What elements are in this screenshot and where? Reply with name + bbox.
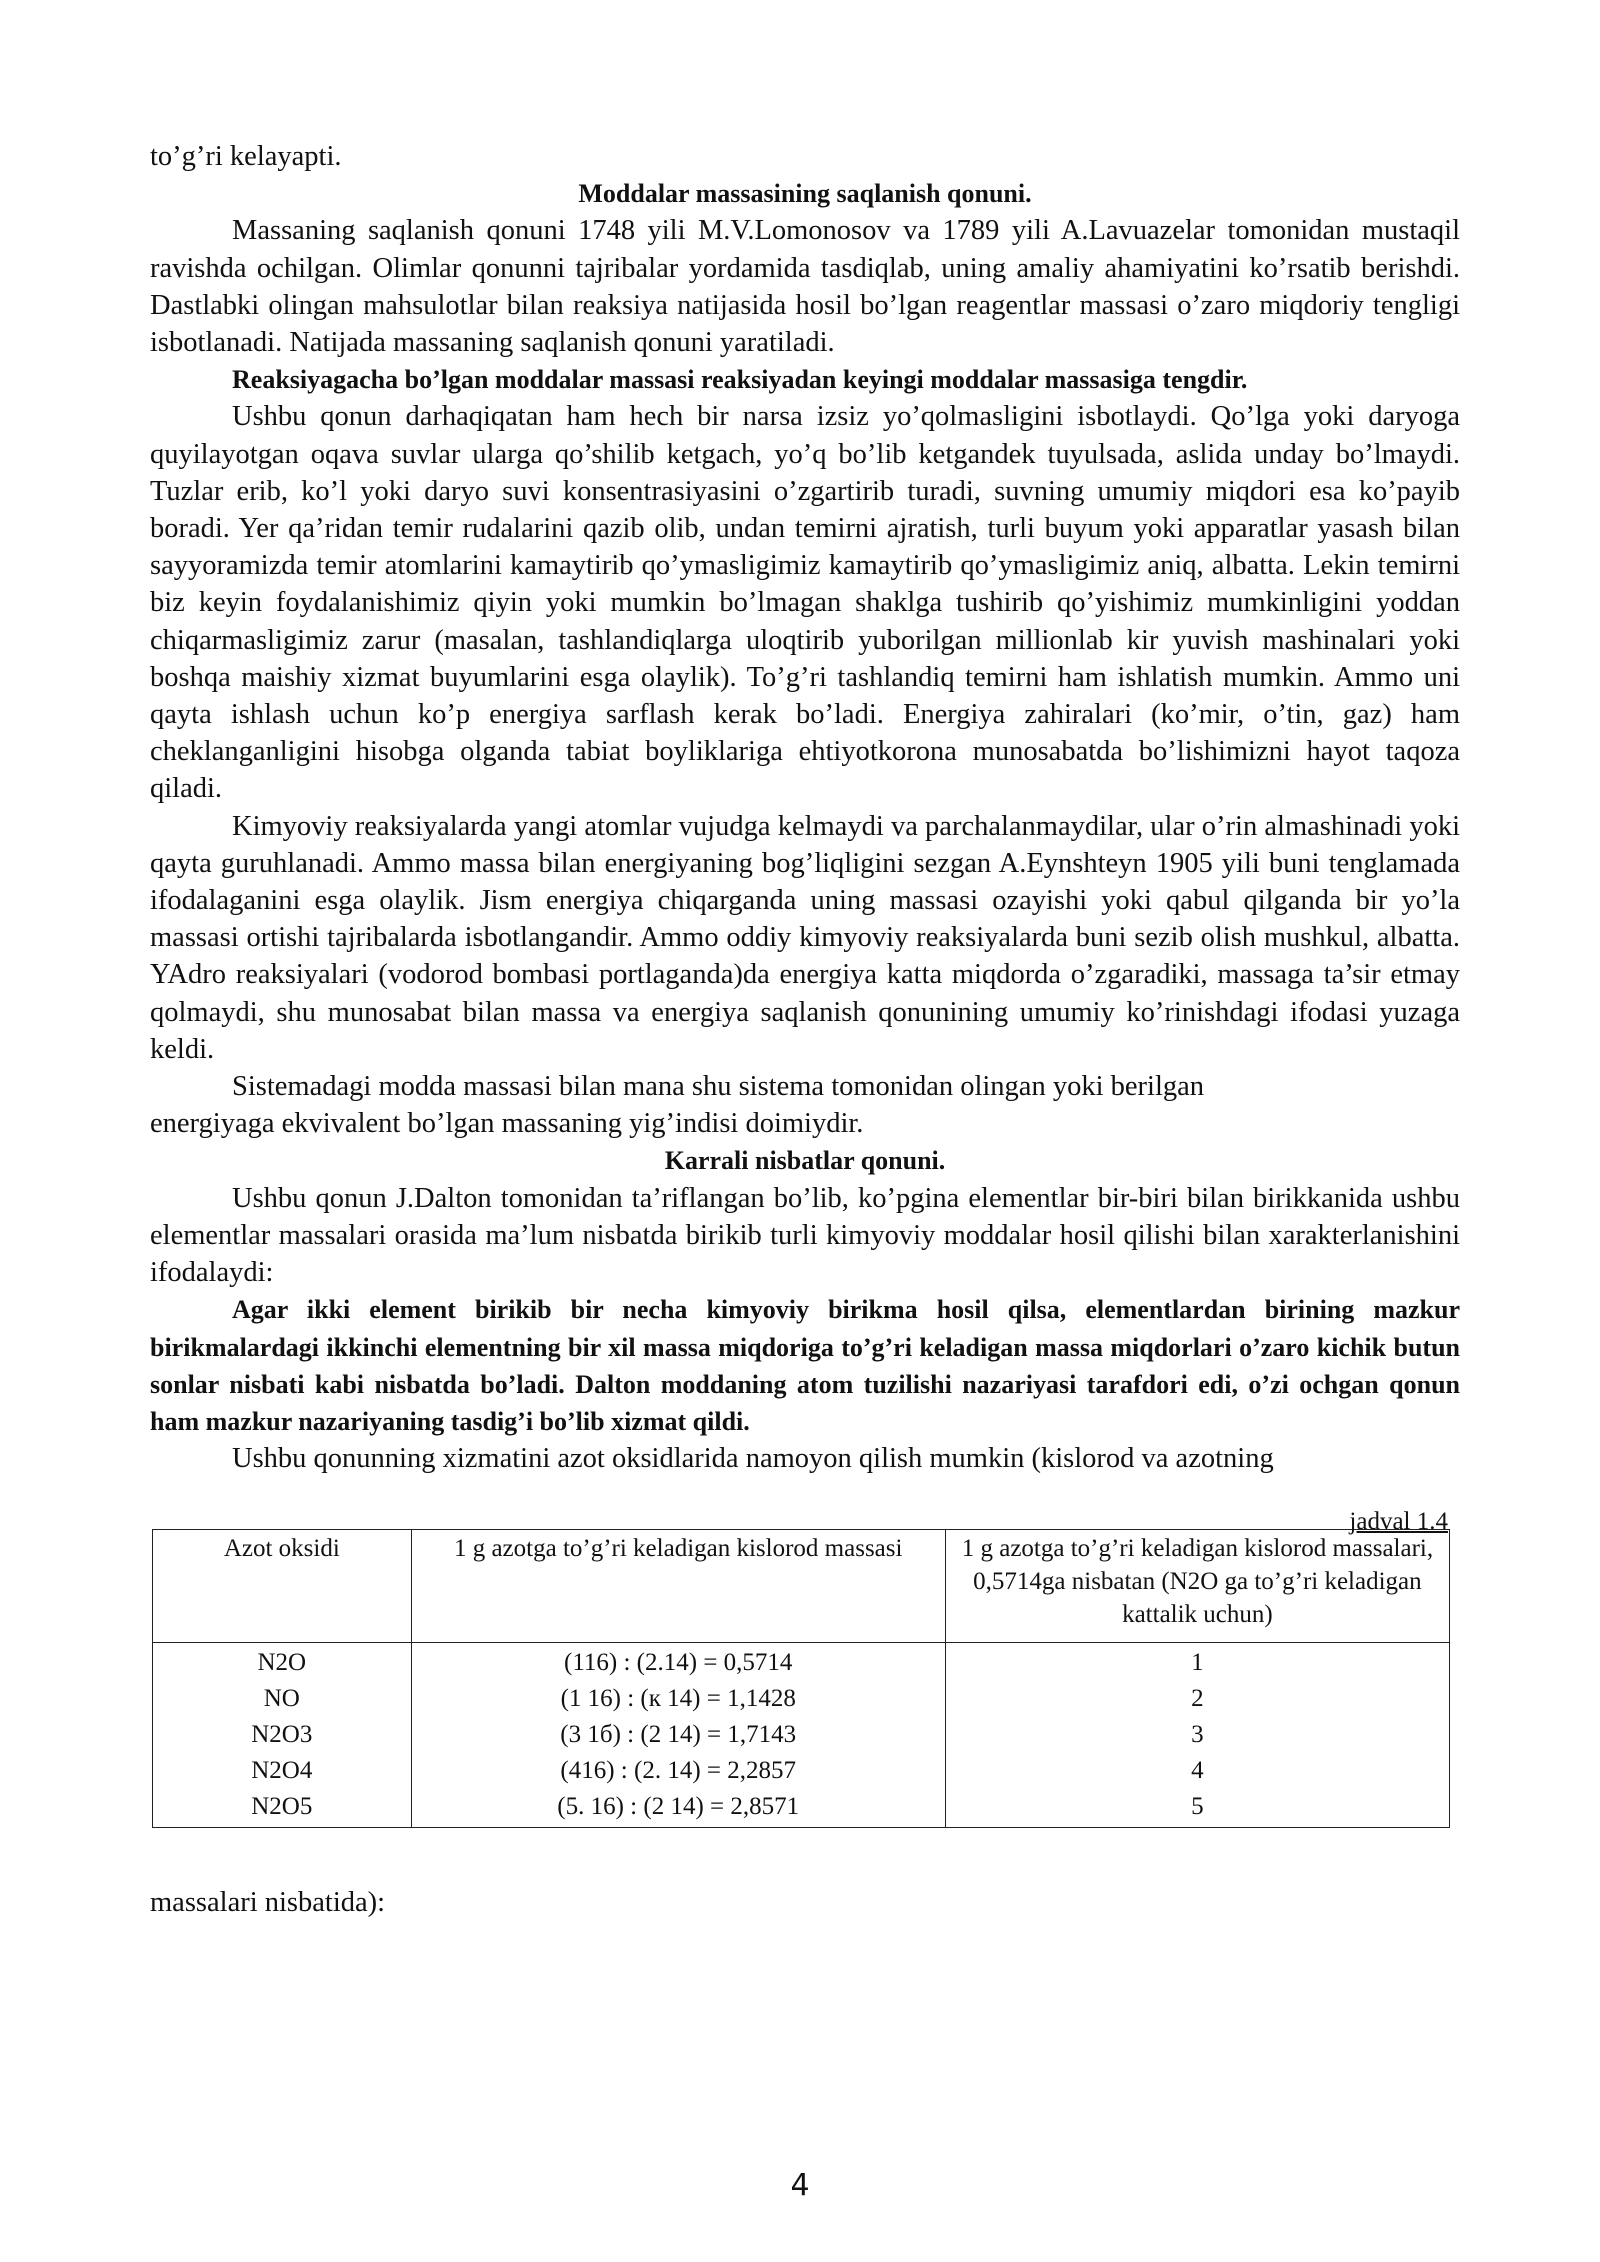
paragraph-system-mass-line1: Sistemadagi modda massasi bilan mana shu sistema tomonidan olingan yoki berilgan (232, 1071, 1205, 1103)
section-heading-mass-conservation: Moddalar massasining saqlanish qonuni. (578, 179, 1032, 209)
table-header-row (153, 1530, 1450, 1643)
table-header-cell: 1 g azotga to’g’ri keladigan kislorod massasi (411, 1530, 945, 1643)
table-cell: (416) : (2. 14) = 2,2857 (560, 1757, 797, 1785)
oxide-column (153, 1643, 412, 1828)
table-caption: jadval 1.4 (1349, 1508, 1448, 1536)
table-body-row (153, 1643, 1450, 1828)
table-cell: N2O (257, 1649, 307, 1677)
table-cell: N2O4 (251, 1757, 313, 1785)
law-statement-multiple-proportions: Agar ikki element birikib bir necha kimyoviy birikma hosil qilsa, elementlardan birining mazkur birikmalardagi ikkinchi elementning bir xil massa miqdoriga to’g’ri keladigan massa miqdorlari o’zaro kichik butun sonlar nisbati kabi nisbatda bo’ladi. Dalton moddaning atom tuzilishi nazariyasi tarafdori edi, o’zi ochgan qonun ham mazkur nazariyaning tasdig’i bo’lib xizmat qildi. (150, 1295, 1460, 1436)
table-cell: (1 16) : (к 14) = 1,1428 (560, 1685, 796, 1713)
table-header-cell: 1 g azotga to’g’ri keladigan kislorod massalari, 0,5714ga nisbatan (N2O ga to’g’ri keladigan kattalik uchun) (945, 1530, 1449, 1643)
paragraph-lomonosov: Massaning saqlanish qonuni 1748 yili M.V.Lomonosov va 1789 yili A.Lavuazelar tomonidan mustaqil ravishda ochilgan. Olimlar qonunni tajribalar yordamida tasdiqlab, uning amaliy ahamiyatini ko’rsatib berishdi. Dastlabki olingan mahsulotlar bilan reaksiya natijasida hosil bo’lgan reagentlar massasi o’zaro miqdoriy tengligi isbotlanadi. Natijada massaning saqlanish qonuni yaratiladi. (150, 215, 1460, 359)
table-cell: 5 (1191, 1793, 1204, 1821)
table-cell: N2O3 (251, 1721, 313, 1749)
paragraph-nitrogen-oxides: Ushbu qonunning xizmatini azot oksidlarida namoyon qilish mumkin (kislorod va azotning (232, 1443, 1274, 1475)
page-number: 4 (790, 2168, 810, 2203)
oxygen-mass-column (411, 1643, 945, 1828)
table-cell: (116) : (2.14) = 0,5714 (564, 1649, 793, 1677)
table-cell: 4 (1191, 1757, 1204, 1785)
paragraph-iron-example: Ushbu qonun darhaqiqatan ham hech bir narsa izsiz yo’qolmasligini isbotlaydi. Qo’lga yoki daryoga quyilayotgan oqava suvlar ularga qo’shilib ketgach, yo’q bo’lib ketgandek tuyulsada, aslida unday bo’lmaydi. Tuzlar erib, ko’l yoki daryo suvi konsentrasiyasini o’zgartirib turadi, suvning umumiy miqdori esa ko’payib boradi. Yer qa’ridan temir rudalarini qazib olib, undan temirni ajratish, turli buyum yoki apparatlar yasash bilan sayyoramizda temir atomlarini kamaytirib qo’ymasligimiz kamaytirib qo’ymasligimiz aniq, albatta. Lekin temirni biz keyin foydalanishimiz qiyin yoki mumkin bo’lmagan shaklga tushirib qo’yishimiz mumkinligini yoddan chiqarmasligimiz zarur (masalan, tashlandiqlarga uloqtirib yuborilgan millionlab kir yuvish mashinalari yoki boshqa maishiy xizmat buyumlarini esga olaylik). To’g’ri tashlandiq temirni ham ishlatish mumkin. Ammo uni qayta ishlash uchun ko’p energiya sarflash kerak bo’ladi. Energiya zahiralari (ko’mir, o’tin, gaz) ham cheklanganligini hisobga olganda tabiat boyliklariga ehtiyotkorona munosabatda bo’lishimizni hayot taqoza qiladi. (150, 401, 1460, 805)
ratio-column (945, 1643, 1449, 1828)
paragraph-system-mass-line2: energiyaga ekvivalent bo’lgan massaning yig’indisi doimiydir. (150, 1108, 864, 1140)
table-cell: 1 (1191, 1649, 1204, 1677)
table-cell: 3 (1191, 1721, 1204, 1749)
table-cell: NO (263, 1685, 300, 1713)
document-page (150, 138, 1460, 1922)
paragraph-dalton: Ushbu qonun J.Dalton tomonidan ta’riflangan bo’lib, ko’pgina elementlar bir-biri bilan birikkanida ushbu elementlar massalari orasida ma’lum nisbatda birikib turli kimyoviy moddalar hosil qilishi bilan xarakterlanishini ifodalaydi: (150, 1182, 1460, 1289)
paragraph-einstein: Kimyoviy reaksiyalarda yangi atomlar vujudga kelmaydi va parchalanmaydilar, ular o’rin almashinadi yoki qayta guruhlanadi. Ammo massa bilan energiyaning bog’liqligini sezgan A.Eynshteyn 1905 yili buni tenglamada ifodalaganini esga olaylik. Jism energiya chiqarganda uning massasi ozayishi yoki qabul qilganda bir yo’la massasi ortishi tajribalarda isbotlangandir. Ammo oddiy kimyoviy reaksiyalarda buni sezib olish mushkul, albatta. YAdro reaksiyalari (vodorod bombasi portlaganda)da energiya katta miqdorda o’zgaradiki, massaga ta’sir etmay qolmaydi, shu munosabat bilan massa va energiya saqlanish qonunining umumiy ko’rinishdagi ifodasi yuzaga keldi. (150, 810, 1460, 1065)
table-cell: 2 (1191, 1685, 1204, 1713)
paragraph-after-table: massalari nisbatida): (150, 1887, 386, 1919)
table-cell: N2O5 (251, 1793, 313, 1821)
table-cell: (3 1б) : (2 14) = 1,7143 (560, 1721, 797, 1749)
law-statement-mass: Reaksiyagacha bo’lgan moddalar massasi reaksiyadan keyingi moddalar massasiga tengdir. (232, 365, 1248, 395)
section-heading-multiple-proportions: Karrali nisbatlar qonuni. (664, 1146, 946, 1176)
table-header-cell: Azot oksidi (153, 1530, 412, 1643)
table-cell: (5. 16) : (2 14) = 2,8571 (557, 1793, 800, 1821)
paragraph-continuation: to’g’ri kelayapti. (150, 141, 342, 172)
nitrogen-oxides-table (152, 1529, 1450, 1828)
table-caption-wrap (150, 1495, 1460, 1536)
